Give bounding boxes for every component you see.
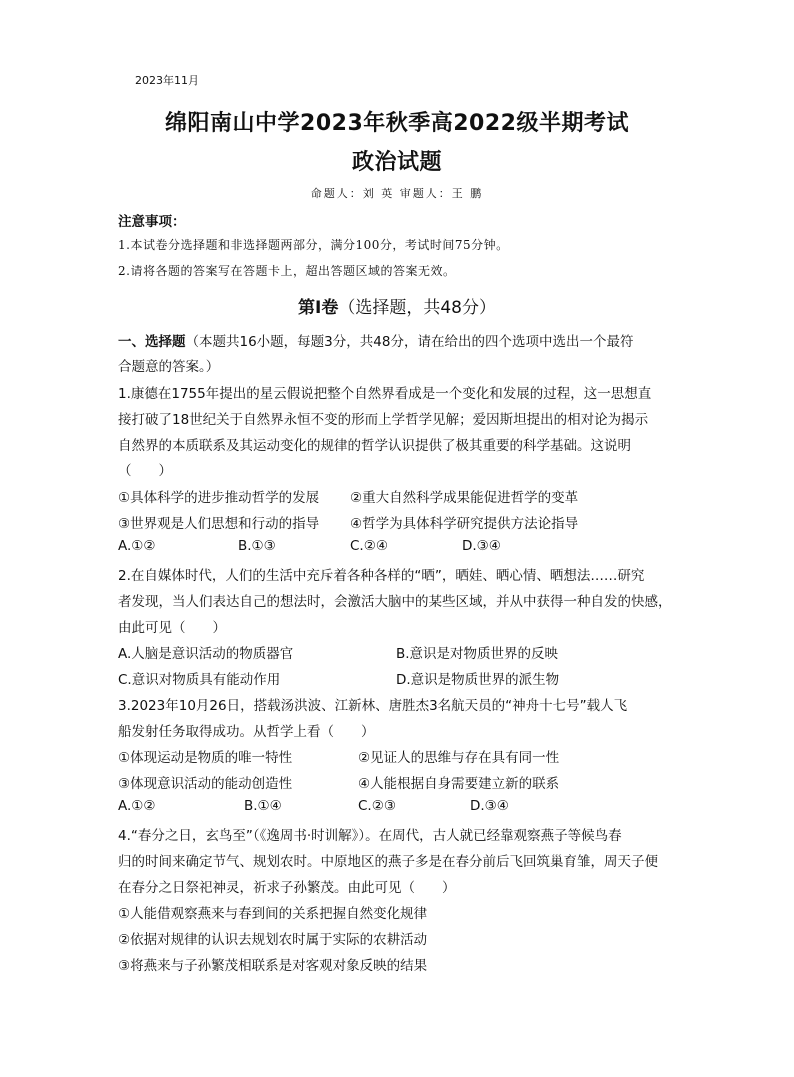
q4-statement-3: ③将燕来与子孙繁茂相联系是对客观对象反映的结果 bbox=[118, 958, 428, 974]
section-heading bbox=[0, 293, 794, 318]
q2-option-d: D.意识是物质世界的派生物 bbox=[396, 672, 560, 688]
q3-statement-4: ④人能根据自身需要建立新的联系 bbox=[358, 776, 560, 792]
part-heading-line bbox=[118, 330, 633, 350]
q2-stem-line: 由此可见（ ） bbox=[118, 620, 226, 636]
q4-stem-line: 4.“春分之日，玄鸟至”（《逸周书·时训解》）。在周代，古人就已经靠观察燕子等候鸟春 bbox=[118, 828, 622, 844]
q1-stem-line: （ ） bbox=[118, 463, 172, 479]
part-instruction: （本题共16小题，每题3分，共48分，请在给出的四个选项中选出一个最符 bbox=[185, 334, 634, 350]
part-instruction-cont: 合题意的答案。） bbox=[118, 359, 220, 375]
q3-stem-line: 3.2023年10月26日，搭载汤洪波、江新林、唐胜杰3名航天员的“神舟十七号”载人飞 bbox=[118, 698, 628, 714]
exam-title: 绵阳南山中学2023年秋季高2022级半期考试 bbox=[165, 111, 629, 136]
part-heading: 一、选择题 bbox=[118, 334, 186, 350]
q3-option-c: C.②③ bbox=[358, 798, 396, 814]
q1-statement-1: ①具体科学的进步推动哲学的发展 bbox=[118, 490, 320, 506]
q3-statement-3: ③体现意识活动的能动创造性 bbox=[118, 776, 293, 792]
exam-authors: 命题人：刘 英 审题人：王 鹏 bbox=[310, 187, 484, 200]
q1-option-b: B.①③ bbox=[238, 538, 276, 554]
notice-heading: 注意事项： bbox=[118, 214, 186, 230]
q4-stem-line: 归的时间来确定节气、规划农时。中原地区的燕子多是在春分前后飞回筑巢育雏，周天子便 bbox=[118, 854, 658, 870]
q2-option-c: C.意识对物质具有能动作用 bbox=[118, 672, 281, 688]
section-subtitle: （选择题，共48分） bbox=[338, 298, 496, 318]
q1-option-d: D.③④ bbox=[462, 538, 501, 554]
q3-option-d: D.③④ bbox=[470, 798, 509, 814]
exam-date: 2023年11月 bbox=[135, 74, 199, 87]
q1-stem-line: 自然界的本质联系及其运动变化的规律的哲学认识提供了极其重要的科学基础。这说明 bbox=[118, 438, 631, 454]
section-title: 第Ⅰ卷 bbox=[298, 298, 339, 318]
q4-statement-2: ②依据对规律的认识去规划农时属于实际的农耕活动 bbox=[118, 932, 428, 948]
q3-statement-2: ②见证人的思维与存在具有同一性 bbox=[358, 750, 560, 766]
notice-item-2: 2.请将各题的答案写在答题卡上，超出答题区域的答案无效。 bbox=[118, 264, 456, 278]
q1-option-a: A.①② bbox=[118, 538, 156, 554]
q2-option-a: A.人脑是意识活动的物质器官 bbox=[118, 646, 294, 662]
exam-subject: 政治试题 bbox=[351, 150, 442, 175]
q1-stem-line: 接打破了18世纪关于自然界永恒不变的形而上学哲学见解；爱因斯坦提出的相对论为揭示 bbox=[118, 412, 649, 428]
q1-statement-4: ④哲学为具体科学研究提供方法论指导 bbox=[350, 516, 579, 532]
q3-option-a: A.①② bbox=[118, 798, 156, 814]
q1-statement-2: ②重大自然科学成果能促进哲学的变革 bbox=[350, 490, 579, 506]
q3-statement-1: ①体现运动是物质的唯一特性 bbox=[118, 750, 293, 766]
q2-stem-line: 者发现，当人们表达自己的想法时，会激活大脑中的某些区域，并从中获得一种自发的快感， bbox=[118, 594, 672, 610]
q3-option-b: B.①④ bbox=[244, 798, 282, 814]
q4-stem-line: 在春分之日祭祀神灵，祈求子孙繁茂。由此可见（ ） bbox=[118, 880, 456, 896]
q3-stem-line: 船发射任务取得成功。从哲学上看（ ） bbox=[118, 724, 375, 740]
q2-option-b: B.意识是对物质世界的反映 bbox=[396, 646, 559, 662]
q1-option-c: C.②④ bbox=[350, 538, 388, 554]
q1-statement-3: ③世界观是人们思想和行动的指导 bbox=[118, 516, 320, 532]
notice-item-1: 1.本试卷分选择题和非选择题两部分，满分100分，考试时间75分钟。 bbox=[118, 238, 509, 252]
q1-stem-line: 1.康德在1755年提出的星云假说把整个自然界看成是一个变化和发展的过程，这一思想直 bbox=[118, 386, 652, 402]
q2-stem-line: 2.在自媒体时代，人们的生活中充斥着各种各样的“晒”，晒娃、晒心情、晒想法……研究 bbox=[118, 568, 645, 584]
q4-statement-1: ①人能借观察燕来与春到间的关系把握自然变化规律 bbox=[118, 906, 428, 922]
